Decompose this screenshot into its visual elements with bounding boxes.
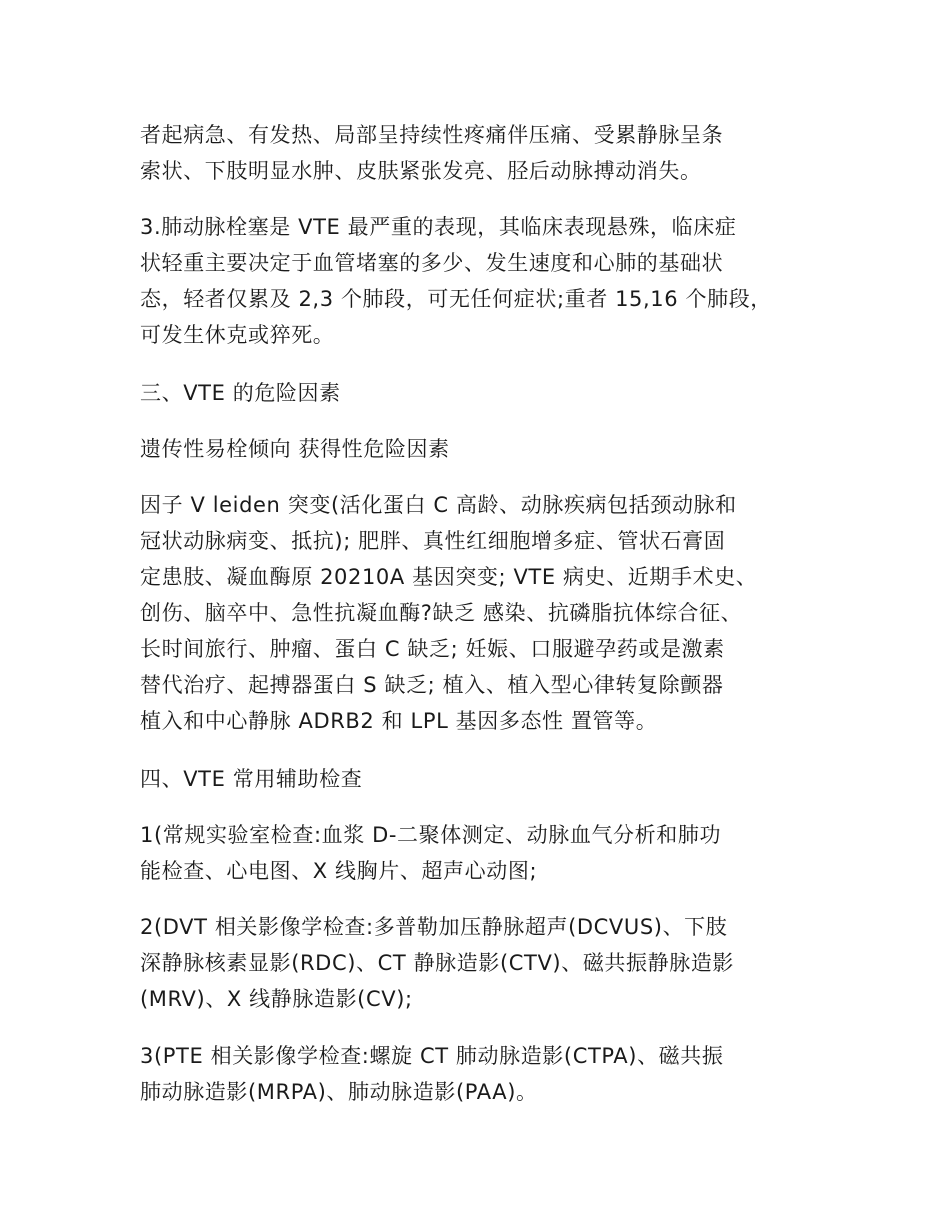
text-line: 3(PTE 相关影像学检查:螺旋 CT 肺动脉造影(CTPA)、磁共振 xyxy=(140,1044,724,1068)
text-line: 长时间旅行、肿瘤、蛋白 C 缺乏; 妊娠、口服避孕药或是激素 xyxy=(140,637,725,661)
section-heading-risk-factors xyxy=(140,375,840,411)
text-line: 3.肺动脉栓塞是 VTE 最严重的表现，其临床表现悬殊，临床症 xyxy=(140,215,737,239)
text-line: 替代治疗、起搏器蛋白 S 缺乏; 植入、植入型心律转复除颤器 xyxy=(140,673,724,697)
paragraph-risk-categories xyxy=(140,431,840,467)
paragraph-dvt-symptoms xyxy=(140,117,840,189)
text-line: (MRV)、X 线静脉造影(CV); xyxy=(140,987,413,1011)
text-line: 因子 V leiden 突变(活化蛋白 C 高龄、动脉疾病包括颈动脉和 xyxy=(140,493,737,517)
text-line: 1(常规实验室检查:血浆 D-二聚体测定、动脉血气分析和肺功 xyxy=(140,823,722,847)
section-heading-auxiliary-exams xyxy=(140,761,840,797)
paragraph-risk-factor-list xyxy=(140,487,840,739)
text-line: 创伤、脑卒中、急性抗凝血酶?缺乏 感染、抗磷脂抗体综合征、 xyxy=(140,601,743,625)
text-line: 索状、下肢明显水肿、皮肤紧张发亮、胫后动脉搏动消失。 xyxy=(140,159,702,183)
text-line: 状轻重主要决定于血管堵塞的多少、发生速度和心肺的基础状 xyxy=(140,251,724,275)
text-line: 2(DVT 相关影像学检查:多普勒加压静脉超声(DCVUS)、下肢 xyxy=(140,915,728,939)
text-line: 植入和中心静脉 ADRB2 和 LPL 基因多态性 置管等。 xyxy=(140,709,658,733)
text-line: 可发生休克或猝死。 xyxy=(140,323,335,347)
text-line: 遗传性易栓倾向 获得性危险因素 xyxy=(140,437,450,461)
text-line: 能检查、心电图、X 线胸片、超声心动图; xyxy=(140,859,538,883)
text-line: 冠状动脉病变、抵抗); 肥胖、真性红细胞增多症、管状石膏固 xyxy=(140,529,726,553)
text-line: 定患肢、凝血酶原 20210A 基因突变; VTE 病史、近期手术史、 xyxy=(140,565,758,589)
text-line: 态，轻者仅累及 2,3 个肺段，可无任何症状;重者 15,16 个肺段， xyxy=(140,287,772,311)
text-line: 肺动脉造影(MRPA)、肺动脉造影(PAA)。 xyxy=(140,1080,538,1104)
text-line: 深静脉核素显影(RDC)、CT 静脉造影(CTV)、磁共振静脉造影 xyxy=(140,951,735,975)
paragraph-pulmonary-embolism xyxy=(140,209,840,353)
paragraph-pte-imaging xyxy=(140,1038,840,1110)
heading-line: 四、VTE 常用辅助检查 xyxy=(140,767,363,791)
text-line: 者起病急、有发热、局部呈持续性疼痛伴压痛、受累静脉呈条 xyxy=(140,123,724,147)
paragraph-dvt-imaging xyxy=(140,909,840,1017)
heading-line: 三、VTE 的危险因素 xyxy=(140,381,341,405)
paragraph-lab-exams xyxy=(140,817,840,889)
